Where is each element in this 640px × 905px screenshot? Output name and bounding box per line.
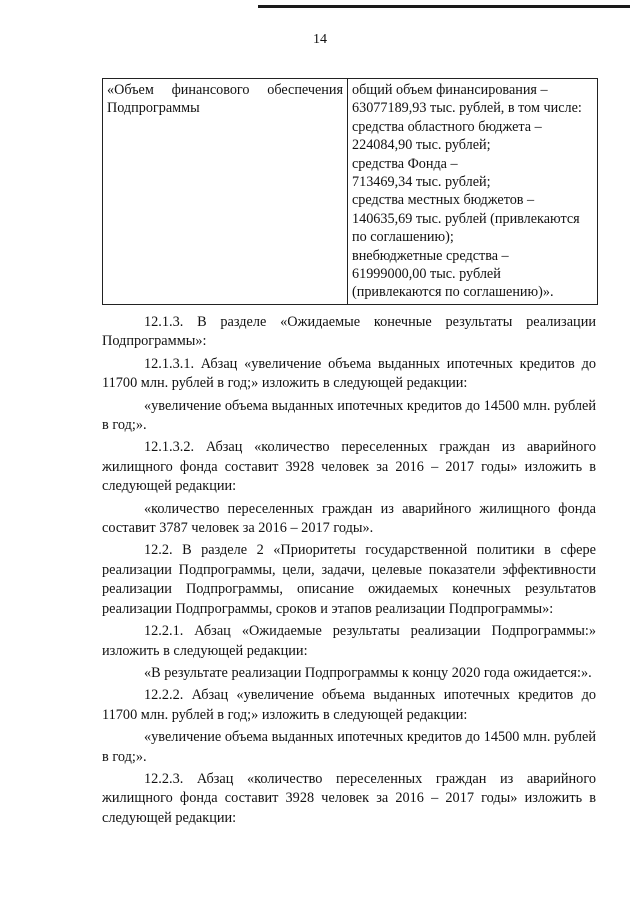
funding-value-line: 63077189,93 тыс. рублей, в том числе: <box>352 100 582 117</box>
paragraph-quote-mortgage-2: «увеличение объема выданных ипотечных кредитов до 14500 млн. рублей в год;». <box>102 729 596 765</box>
paragraph-12-1-3-2: 12.1.3.2. Абзац «количество переселенных граждан из аварийного жилищного фонда составит 3928 человек за 2016 – 2017 годы» изложить в следующей редакции: <box>102 439 596 495</box>
paragraph-12-2-1: 12.2.1. Абзац «Ожидаемые результаты реализации Подпрограммы:» изложить в следующей редакции: <box>102 623 596 659</box>
funding-value-line: 61999000,00 тыс. рублей <box>352 266 501 283</box>
funding-table <box>102 78 598 305</box>
funding-value-cell <box>348 79 598 305</box>
document-body <box>102 313 596 831</box>
funding-label-cell: «Объем финансового обеспечения Подпрограммы <box>103 79 348 305</box>
paragraph-quote-mortgage-1: «увеличение объема выданных ипотечных кредитов до 14500 млн. рублей в год;». <box>102 397 596 434</box>
page-number: 14 <box>313 32 327 47</box>
funding-value-line: внебюджетные средства – <box>352 247 509 264</box>
funding-value-line: средства областного бюджета – <box>352 118 542 135</box>
paragraph-12-2-2: 12.2.2. Абзац «увеличение объема выданных ипотечных кредитов до 11700 млн. рублей в год;» изложить в следующей редакции: <box>102 687 596 723</box>
funding-value-line: 713469,34 тыс. рублей; <box>352 174 491 191</box>
paragraph-12-2: 12.2. В разделе 2 «Приоритеты государственной политики в сфере реализации Подпрограммы, цели, задачи, целевые показатели эффективности реализации Подпрограммы, описание ожидаемых конечных результатов реализации Подпрограммы, сроков и этапов реализации Подпрограммы»: <box>102 542 596 617</box>
paragraph-quote-results: «В результате реализации Подпрограммы к концу 2020 года ожидается:». <box>144 664 592 681</box>
funding-value-line: 224084,90 тыс. рублей; <box>352 137 491 154</box>
funding-value-line: общий объем финансирования – <box>352 82 548 98</box>
paragraph-12-1-3: 12.1.3. В разделе «Ожидаемые конечные результаты реализации Подпрограммы»: <box>102 314 596 350</box>
funding-value-line: по соглашению); <box>352 229 454 246</box>
funding-value-line: (привлекаются по соглашению)». <box>352 284 554 301</box>
funding-value-line: средства местных бюджетов – <box>352 192 535 209</box>
funding-value-line: 140635,69 тыс. рублей (привлекаются <box>352 210 580 227</box>
paragraph-12-1-3-1: 12.1.3.1. Абзац «увеличение объема выданных ипотечных кредитов до 11700 млн. рублей в год;» изложить в следующей редакции: <box>102 355 596 392</box>
paragraph-quote-resettled-1: «количество переселенных граждан из аварийного жилищного фонда составит 3787 человек за 2016 – 2017 годы». <box>102 500 596 537</box>
scan-top-edge-line <box>258 5 630 8</box>
paragraph-12-2-3: 12.2.3. Абзац «количество переселенных граждан из аварийного жилищного фонда составит 3928 человек за 2016 – 2017 годы» изложить в следующей редакции: <box>102 770 596 826</box>
funding-value-line: средства Фонда – <box>352 155 458 172</box>
funding-table-row <box>103 79 598 305</box>
